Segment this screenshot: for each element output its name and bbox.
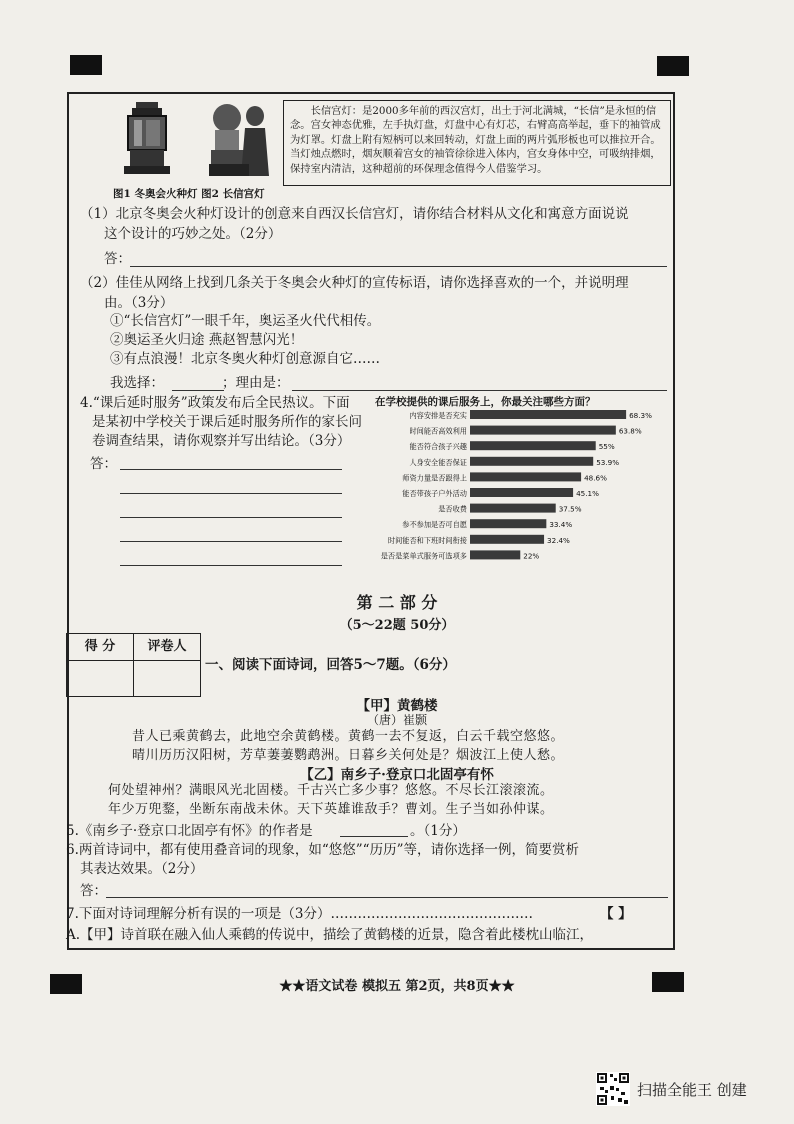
q3-option-3: ③有点浪漫！北京冬奥火种灯创意源自它…… (110, 351, 380, 367)
chart-bar (470, 550, 520, 559)
q3-choose-line[interactable] (172, 390, 224, 391)
poem-a-line1: 昔人已乘黄鹤去，此地空余黄鹤楼。黄鹤一去不复返，白云千载空悠悠。 (132, 729, 565, 744)
q5-text-end: 。（1分） (410, 823, 466, 839)
q4-line3: 卷调查结果，请你观察并写出结论。（3分） (92, 433, 351, 449)
chart-value-label: 45.1% (576, 489, 599, 498)
q4-line1: 4.“课后延时服务”政策发布后全民热议。下面 (80, 395, 350, 411)
chart-category-label: 内容安排是否充实 (409, 411, 467, 420)
q3-option-2: ②奥运圣火归途 燕赵智慧闪光！ (110, 332, 304, 348)
chart-category-label: 能否符合孩子兴趣 (409, 442, 467, 452)
poem-b-line1: 何处望神州？满眼风光北固楼。千古兴亡多少事？悠悠。不尽长江滚滚流。 (108, 783, 554, 798)
part2-subtitle: （5～22题 50分） (339, 618, 455, 633)
score-header: 得 分 (67, 634, 134, 661)
torch-lamp-image (118, 100, 176, 178)
q7-option-a: A.【甲】诗首联在融入仙人乘鹤的传说中，描绘了黄鹤楼的近景，隐含着此楼枕山临江， (66, 927, 594, 943)
chart-value-label: 68.3% (629, 411, 652, 420)
chart-value-label: 22% (523, 551, 540, 561)
poem-a-title: 【甲】黄鹤楼 (356, 698, 438, 714)
poem-b-line2: 年少万兜鍪，坐断东南战未休。天下英雄谁敌手？曹刘。生子当如孙仲谋。 (108, 802, 554, 817)
chart-value-label: 63.8% (618, 426, 642, 436)
chart-bar (470, 504, 556, 513)
chart-value-label: 48.6% (584, 473, 607, 483)
q5-blank[interactable] (340, 836, 408, 837)
chart-bar (470, 426, 616, 435)
q3-reason-line[interactable] (292, 390, 667, 391)
chart-category-label: 师资力量是否跟得上 (402, 473, 467, 483)
registration-mark-top-right (657, 56, 689, 76)
palace-lamp-image (205, 100, 273, 180)
chart-bar (470, 488, 573, 497)
poem-b-title: 【乙】南乡子·登京口北固亭有怀 (300, 767, 494, 783)
chart-category-label: 时间能否高效利用 (409, 426, 467, 436)
qr-code-icon (596, 1072, 630, 1106)
q6-line1: 6.两首诗词中，都有使用叠音词的现象，如“悠悠”“历历”等，请你选择一例，简要赏析 (66, 842, 579, 858)
q7-text: 7.下面对诗词理解分析有误的一项是（3分）……………………………………… (66, 906, 533, 922)
chart-bar (470, 457, 593, 466)
chart-value-label: 33.4% (549, 520, 573, 530)
q4-line2: 是某初中学校关于课后延时服务所作的家长问 (92, 414, 362, 430)
q4-answer-line-3[interactable] (120, 517, 342, 518)
chart-value-label: 32.4% (547, 535, 570, 545)
chart-category-label: 是否是菜单式服务可选项多 (380, 551, 467, 561)
scanner-watermark: 扫描全能王 创建 (637, 1081, 747, 1099)
chart-value-label: 37.5% (558, 504, 582, 514)
grader-cell[interactable] (134, 660, 200, 696)
page-footer: ★★语文试卷 模拟五 第2页，共8页★★ (279, 979, 515, 994)
q3-sub1-answer-label: 答： (104, 251, 131, 267)
q7-answer-bracket[interactable]: 【 】 (600, 906, 632, 922)
part2-title: 第 二 部 分 (356, 593, 438, 612)
q5-text-start: 5.《南乡子·登京口北固亭有怀》的作者是 (66, 823, 313, 839)
chart-title: 在学校提供的课后服务上，你最关注哪些方面？ (375, 396, 596, 408)
bar-chart (350, 406, 670, 570)
chart-category-label: 时间能否和下班时间衔接 (387, 535, 467, 545)
chart-bar (470, 535, 544, 544)
q4-answer-label: 答： (90, 456, 117, 472)
chart-bar (470, 519, 546, 528)
q3-option-1: ①“长信宫灯”一眼千年，奥运圣火代代相传。 (110, 313, 381, 329)
chart-bar (470, 472, 581, 481)
poem-a-author: （唐）崔颢 (366, 713, 427, 727)
info-box: 长信宫灯：是2000多年前的西汉宫灯，出土于河北满城，“长信”是永恒的信念。宫女神态优雅，左手执灯盘，灯盘中心有灯芯，右臂高高举起，垂下的袖管成为灯罩。灯盘上附有短柄可以来回转动，灯盘上面的两片弧形板也可以推拉开合。当灯烛点燃时，烟灰顺着宫女的袖管徐徐进入体内，宫女身体中空，可吸纳排烟，保持室内清洁，这种超前的环保理念值得今人借鉴学习。 (283, 100, 671, 186)
q6-answer-line[interactable] (106, 897, 668, 898)
q3-sub2-line1: （2）佳佳从网络上找到几条关于冬奥会火种灯的宣传标语，请你选择喜欢的一个，并说明理 (80, 275, 629, 291)
chart-bar (470, 441, 596, 450)
chart-category-label: 能否带孩子户外活动 (402, 489, 467, 498)
chart-bar (470, 410, 626, 419)
q3-sub2-line2: 由。（3分） (104, 295, 174, 311)
q6-answer-label: 答： (80, 883, 107, 899)
registration-mark-top-left (70, 55, 102, 75)
q3-sub1-line2: 这个设计的巧妙之处。（2分） (104, 226, 282, 242)
chart-category-label: 参不参加是否可自愿 (402, 520, 467, 530)
figure-caption: 图1 冬奥会火种灯 图2 长信宫灯 (113, 188, 265, 200)
q6-line2: 其表达效果。（2分） (80, 861, 204, 877)
q4-answer-line-4[interactable] (120, 541, 342, 542)
q4-answer-line-2[interactable] (120, 493, 342, 494)
poem-a-line2: 晴川历历汉阳树，芳草萋萋鹦鹉洲。日暮乡关何处是？烟波江上使人愁。 (132, 748, 565, 763)
q3-reason-label: ；理由是： (222, 375, 290, 391)
q4-answer-line-1[interactable] (120, 469, 342, 470)
chart-category-label: 人身安全能否保证 (409, 457, 467, 467)
chart-value-label: 53.9% (596, 457, 620, 467)
section1-heading: 一、阅读下面诗词，回答5～7题。（6分） (205, 657, 456, 673)
q3-sub1-line1: （1）北京冬奥会火种灯设计的创意来自西汉长信宫灯，请你结合材料从文化和寓意方面说说 (80, 206, 629, 222)
q4-answer-line-5[interactable] (120, 565, 342, 566)
grader-header: 评卷人 (134, 634, 200, 661)
chart-category-label: 是否收费 (438, 504, 467, 514)
score-table (66, 633, 201, 697)
score-cell[interactable] (67, 660, 134, 696)
q3-choose-label: 我选择： (110, 375, 164, 391)
q3-sub1-answer-line[interactable] (130, 266, 667, 267)
chart-value-label: 55% (598, 442, 615, 452)
